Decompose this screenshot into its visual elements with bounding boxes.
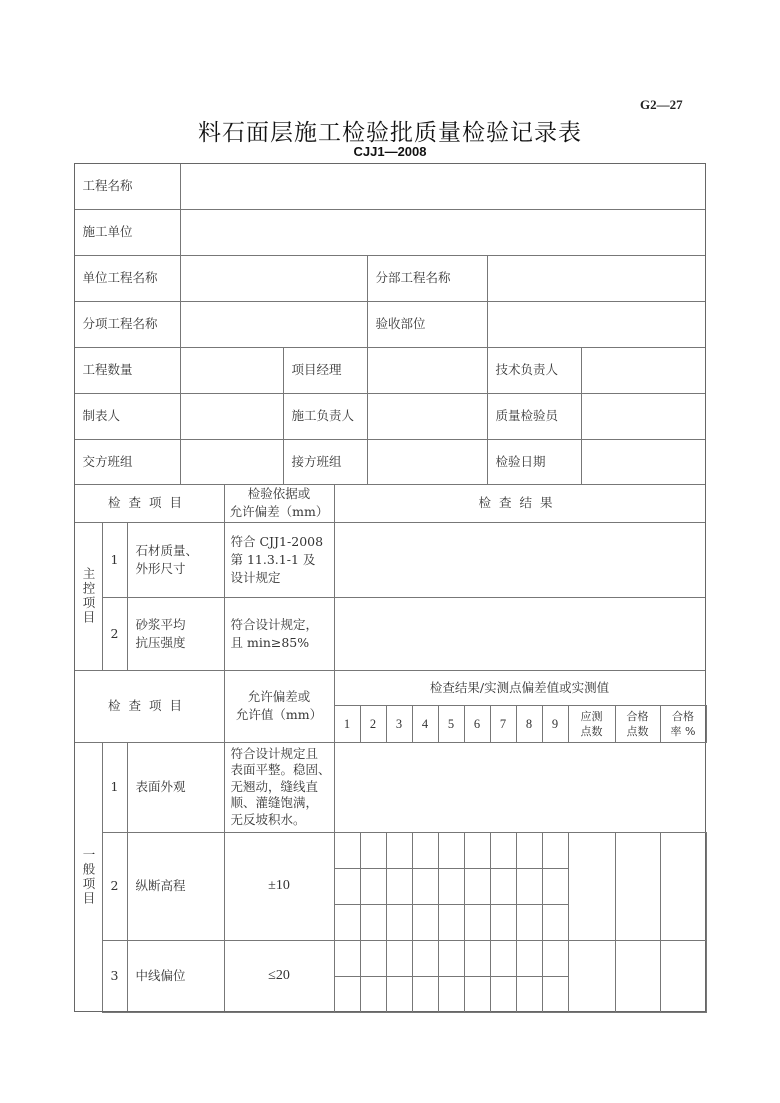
construction-lead-label: 施工负责人: [283, 393, 368, 440]
acceptance-part-label: 验收部位: [367, 301, 488, 348]
standard-reference: CJJ1—2008: [353, 144, 427, 159]
main-control-item-1-no: 1: [102, 522, 128, 598]
general-item-2-point-3-7[interactable]: [490, 904, 517, 941]
inspection-date-field[interactable]: [581, 439, 706, 485]
general-item-3-point-1-5[interactable]: [438, 940, 465, 977]
subitem-project-name-label: 分项工程名称: [74, 301, 181, 348]
construction-unit-label: 施工单位: [74, 209, 181, 256]
point-column-header-9: 9: [542, 705, 569, 743]
point-column-header-4: 4: [412, 705, 439, 743]
general-item-1-result[interactable]: [334, 742, 706, 833]
general-item-3-point-2-4[interactable]: [412, 976, 439, 1013]
general-item-2-point-3-3[interactable]: [386, 904, 413, 941]
general-tolerance-header: 允许偏差或 允许值（mm）: [224, 670, 335, 743]
general-item-3-point-2-9[interactable]: [542, 976, 569, 1013]
general-item-3-summary-2[interactable]: [615, 940, 661, 1013]
main-control-item-2-name: 砂浆平均 抗压强度: [127, 597, 225, 671]
general-item-2-point-1-4[interactable]: [412, 832, 439, 869]
quality-inspector-field[interactable]: [581, 393, 706, 440]
general-item-2-point-2-7[interactable]: [490, 868, 517, 905]
main-control-result-header: 检查结果: [334, 484, 706, 523]
division-project-name-label: 分部工程名称: [367, 255, 488, 302]
general-group-label: 一般项目: [74, 742, 103, 1012]
technical-lead-label: 技术负责人: [487, 347, 582, 394]
general-item-2-point-2-8[interactable]: [516, 868, 543, 905]
main-control-item-2-result[interactable]: [334, 597, 706, 671]
general-item-2-point-1-5[interactable]: [438, 832, 465, 869]
general-item-2-point-1-9[interactable]: [542, 832, 569, 869]
general-item-2-point-2-1[interactable]: [334, 868, 361, 905]
general-item-header: 检查项目: [74, 670, 225, 743]
general-item-2-name: 纵断高程: [127, 832, 225, 941]
general-item-1-tolerance: 符合设计规定且 表面平整。稳固、 无翘动，缝线直 顺、灌缝饱满， 无反坡积水。: [224, 742, 335, 833]
main-control-item-2-basis: 符合设计规定， 且 min≥85%: [224, 597, 335, 671]
prepared-by-label: 制表人: [74, 393, 181, 440]
general-item-2-point-1-3[interactable]: [386, 832, 413, 869]
receiving-team-field[interactable]: [367, 439, 488, 485]
general-item-3-point-2-8[interactable]: [516, 976, 543, 1013]
quantity-field[interactable]: [180, 347, 284, 394]
construction-lead-field[interactable]: [367, 393, 488, 440]
point-column-header-8: 8: [516, 705, 543, 743]
general-item-3-tolerance: ≤20: [224, 940, 335, 1013]
general-item-3-point-1-1[interactable]: [334, 940, 361, 977]
general-item-3-point-1-3[interactable]: [386, 940, 413, 977]
general-item-3-point-1-2[interactable]: [360, 940, 387, 977]
general-item-2-point-2-4[interactable]: [412, 868, 439, 905]
general-item-3-point-1-8[interactable]: [516, 940, 543, 977]
general-item-3-point-1-6[interactable]: [464, 940, 491, 977]
general-item-2-point-1-1[interactable]: [334, 832, 361, 869]
project-manager-field[interactable]: [367, 347, 488, 394]
general-item-2-point-2-3[interactable]: [386, 868, 413, 905]
handover-team-label: 交方班组: [74, 439, 181, 485]
general-item-2-point-3-9[interactable]: [542, 904, 569, 941]
main-control-item-2-no: 2: [102, 597, 128, 671]
general-item-1-name: 表面外观: [127, 742, 225, 833]
general-item-3-point-1-9[interactable]: [542, 940, 569, 977]
construction-unit-field[interactable]: [180, 209, 706, 256]
general-item-3-point-2-2[interactable]: [360, 976, 387, 1013]
general-item-2-point-3-4[interactable]: [412, 904, 439, 941]
general-item-2-summary-3[interactable]: [660, 832, 707, 941]
general-item-2-point-2-2[interactable]: [360, 868, 387, 905]
general-item-3-summary-1[interactable]: [568, 940, 616, 1013]
general-item-2-point-1-2[interactable]: [360, 832, 387, 869]
general-item-3-name: 中线偏位: [127, 940, 225, 1013]
general-item-2-tolerance: ±10: [224, 832, 335, 941]
project-name-label: 工程名称: [74, 163, 181, 210]
point-column-header-1: 1: [334, 705, 361, 743]
general-item-2-point-3-5[interactable]: [438, 904, 465, 941]
point-column-header-6: 6: [464, 705, 491, 743]
general-item-2-point-2-5[interactable]: [438, 868, 465, 905]
general-item-1-no: 1: [102, 742, 128, 833]
point-column-header-5: 5: [438, 705, 465, 743]
general-item-3-summary-3[interactable]: [660, 940, 707, 1013]
main-control-group-label: 主控项目: [74, 522, 103, 671]
general-item-2-point-1-6[interactable]: [464, 832, 491, 869]
unit-project-name-field[interactable]: [180, 255, 368, 302]
main-control-item-1-name: 石材质量、 外形尺寸: [127, 522, 225, 598]
general-item-3-no: 3: [102, 940, 128, 1013]
inspection-date-label: 检验日期: [487, 439, 582, 485]
point-column-header-2: 2: [360, 705, 387, 743]
general-item-2-no: 2: [102, 832, 128, 941]
handover-team-field[interactable]: [180, 439, 284, 485]
general-item-2-point-3-8[interactable]: [516, 904, 543, 941]
general-item-3-point-1-4[interactable]: [412, 940, 439, 977]
summary-column-header-2: 合格 点数: [615, 705, 661, 743]
general-item-2-summary-1[interactable]: [568, 832, 616, 941]
page-title: 料石面层施工检验批质量检验记录表: [198, 120, 582, 146]
general-item-2-point-1-8[interactable]: [516, 832, 543, 869]
summary-column-header-1: 应测 点数: [568, 705, 616, 743]
prepared-by-field[interactable]: [180, 393, 284, 440]
general-item-3-point-2-3[interactable]: [386, 976, 413, 1013]
quality-inspector-label: 质量检验员: [487, 393, 582, 440]
project-manager-label: 项目经理: [283, 347, 368, 394]
main-control-item-1-basis: 符合 CJJ1-2008 第 11.3.1-1 及 设计规定: [224, 522, 335, 598]
quantity-label: 工程数量: [74, 347, 181, 394]
point-column-header-3: 3: [386, 705, 413, 743]
division-project-name-field[interactable]: [487, 255, 706, 302]
acceptance-part-field[interactable]: [487, 301, 706, 348]
general-result-header: 检查结果/实测点偏差值或实测值: [334, 670, 706, 706]
general-item-3-point-2-5[interactable]: [438, 976, 465, 1013]
general-item-3-point-2-7[interactable]: [490, 976, 517, 1013]
general-item-2-point-3-1[interactable]: [334, 904, 361, 941]
general-item-2-summary-2[interactable]: [615, 832, 661, 941]
general-item-2-point-3-6[interactable]: [464, 904, 491, 941]
general-item-3-point-2-1[interactable]: [334, 976, 361, 1013]
general-item-2-point-2-6[interactable]: [464, 868, 491, 905]
general-item-2-point-2-9[interactable]: [542, 868, 569, 905]
general-item-2-point-3-2[interactable]: [360, 904, 387, 941]
general-item-3-point-1-7[interactable]: [490, 940, 517, 977]
receiving-team-label: 接方班组: [283, 439, 368, 485]
general-item-3-point-2-6[interactable]: [464, 976, 491, 1013]
project-name-field[interactable]: [180, 163, 706, 210]
main-control-item-header: 检查项目: [74, 484, 225, 523]
unit-project-name-label: 单位工程名称: [74, 255, 181, 302]
point-column-header-7: 7: [490, 705, 517, 743]
general-item-2-point-1-7[interactable]: [490, 832, 517, 869]
main-control-basis-header: 检验依据或 允许偏差（mm）: [224, 484, 335, 523]
summary-column-header-3: 合格 率 %: [660, 705, 707, 743]
technical-lead-field[interactable]: [581, 347, 706, 394]
document-code: G2—27: [640, 97, 683, 112]
subitem-project-name-field[interactable]: [180, 301, 368, 348]
main-control-item-1-result[interactable]: [334, 522, 706, 598]
